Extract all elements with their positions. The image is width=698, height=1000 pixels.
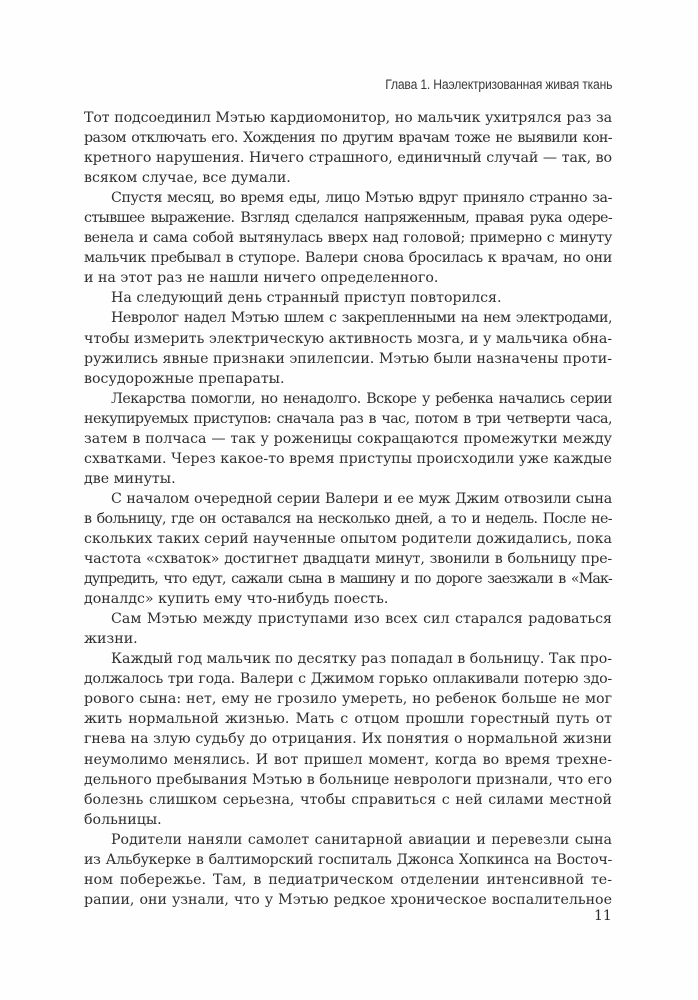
paragraph [84,188,612,288]
paragraph [84,649,612,829]
text-line: рапии, они узнали, что у Мэтью редкое хроническое воспалительное [84,891,612,908]
paragraph [84,830,612,910]
text-line: гнева на злую судьбу до отрицания. Их понятия о нормальной жизни [84,731,612,748]
page-number: 11 [594,908,612,924]
text-line: рового сына: нет, ему не грозило умереть, но ребенок больше не мог [84,691,612,708]
text-line: ном побережье. Там, в педиатрическом отделении интенсивной те- [84,871,612,888]
text-line: некупируемых приступов: сначала раз в час, потом в три четверти часа, [84,410,612,427]
text-line: стывшее выражение. Взгляд сделался напряженным, правая рука одере- [84,210,612,227]
paragraph [84,489,612,609]
text-line: Невролог надел Мэтью шлем с закрепленными на нем электродами, [111,310,612,327]
text-line: чтобы измерить электрическую активность мозга, и у мальчика обна- [84,330,612,347]
text-line: затем в полчаса — так у роженицы сокращаются промежутки между [84,430,612,447]
text-line: болезнь слишком серьезна, чтобы справиться с ней силами местной [84,791,612,808]
text-line: мальчик пребывал в ступоре. Валери снова бросилась к врачам, но они [84,250,612,267]
text-line: из Альбукерке в балтиморский госпиталь Джонса Хопкинса на Восточ- [84,851,612,868]
text-line: должалось три года. Валери с Джимом горько оплакивали потерю здо- [84,671,612,688]
text-line: ружились явные признаки эпилепсии. Мэтью были назначены проти- [84,350,612,367]
text-line: всяком случае, все думали. [84,170,291,187]
text-line: дельного пребывания Мэтью в больнице неврологи признали, что его [84,771,612,788]
text-line: частота «схваток» достигнет двадцати минут, звонили в больницу пре- [84,551,612,568]
paragraph [84,389,612,489]
text-line: восудорожные препараты. [84,370,285,387]
body-text [84,108,612,910]
paragraph [84,308,612,388]
text-line: схватками. Через какое-то время приступы происходили уже каждые [84,450,612,467]
text-line: две минуты. [84,470,176,487]
text-line: На следующий день странный приступ повторился. [111,290,502,307]
paragraph [84,609,612,649]
text-line: больницы. [84,811,162,828]
paragraph [84,108,612,188]
text-line: доналдс» купить ему что-нибудь поесть. [84,591,389,608]
text-line: разом отключать его. Хождения по другим врачам тоже не выявили кон- [84,130,612,147]
text-line: и на этот раз не нашли ничего определенного. [84,270,439,287]
text-line: жить нормальной жизнью. Мать с отцом прошли горестный путь от [84,711,612,728]
text-line: дупредить, что едут, сажали сына в машину и по дороге заезжали в «Мак- [84,571,612,588]
text-line: С началом очередной серии Валери и ее муж Джим отвозили сына [111,490,612,507]
text-line: Тот подсоединил Мэтью кардиомонитор, но мальчик ухитрялся раз за [84,110,612,126]
paragraph [84,288,612,308]
text-line: неумолимо менялись. И вот пришел момент, когда во время трехне- [84,751,612,768]
text-line: кретного нарушения. Ничего страшного, единичный случай — так, во [84,150,612,167]
running-head: Глава 1. Наэлектризованная живая ткань [384,77,612,92]
text-line: Сам Мэтью между приступами изо всех сил старался радоваться [111,611,612,628]
text-line: Спустя месяц, во время еды, лицо Мэтью вдруг приняло странно за- [111,190,612,207]
text-line: жизни. [84,631,138,648]
text-line: скольких таких серий наученные опытом родители дожидались, пока [84,530,612,547]
text-line: Лекарства помогли, но ненадолго. Вскоре у ребенка начались серии [111,390,612,407]
text-line: Каждый год мальчик по десятку раз попадал в больницу. Так про- [111,651,612,668]
text-line: в больницу, где он оставался на несколько дней, а то и недель. После не- [84,510,612,527]
text-line: Родители наняли самолет санитарной авиации и перевезли сына [111,831,612,848]
text-line: венела и сама собой вытянулась вверх над головой; примерно с минуту [84,230,612,247]
